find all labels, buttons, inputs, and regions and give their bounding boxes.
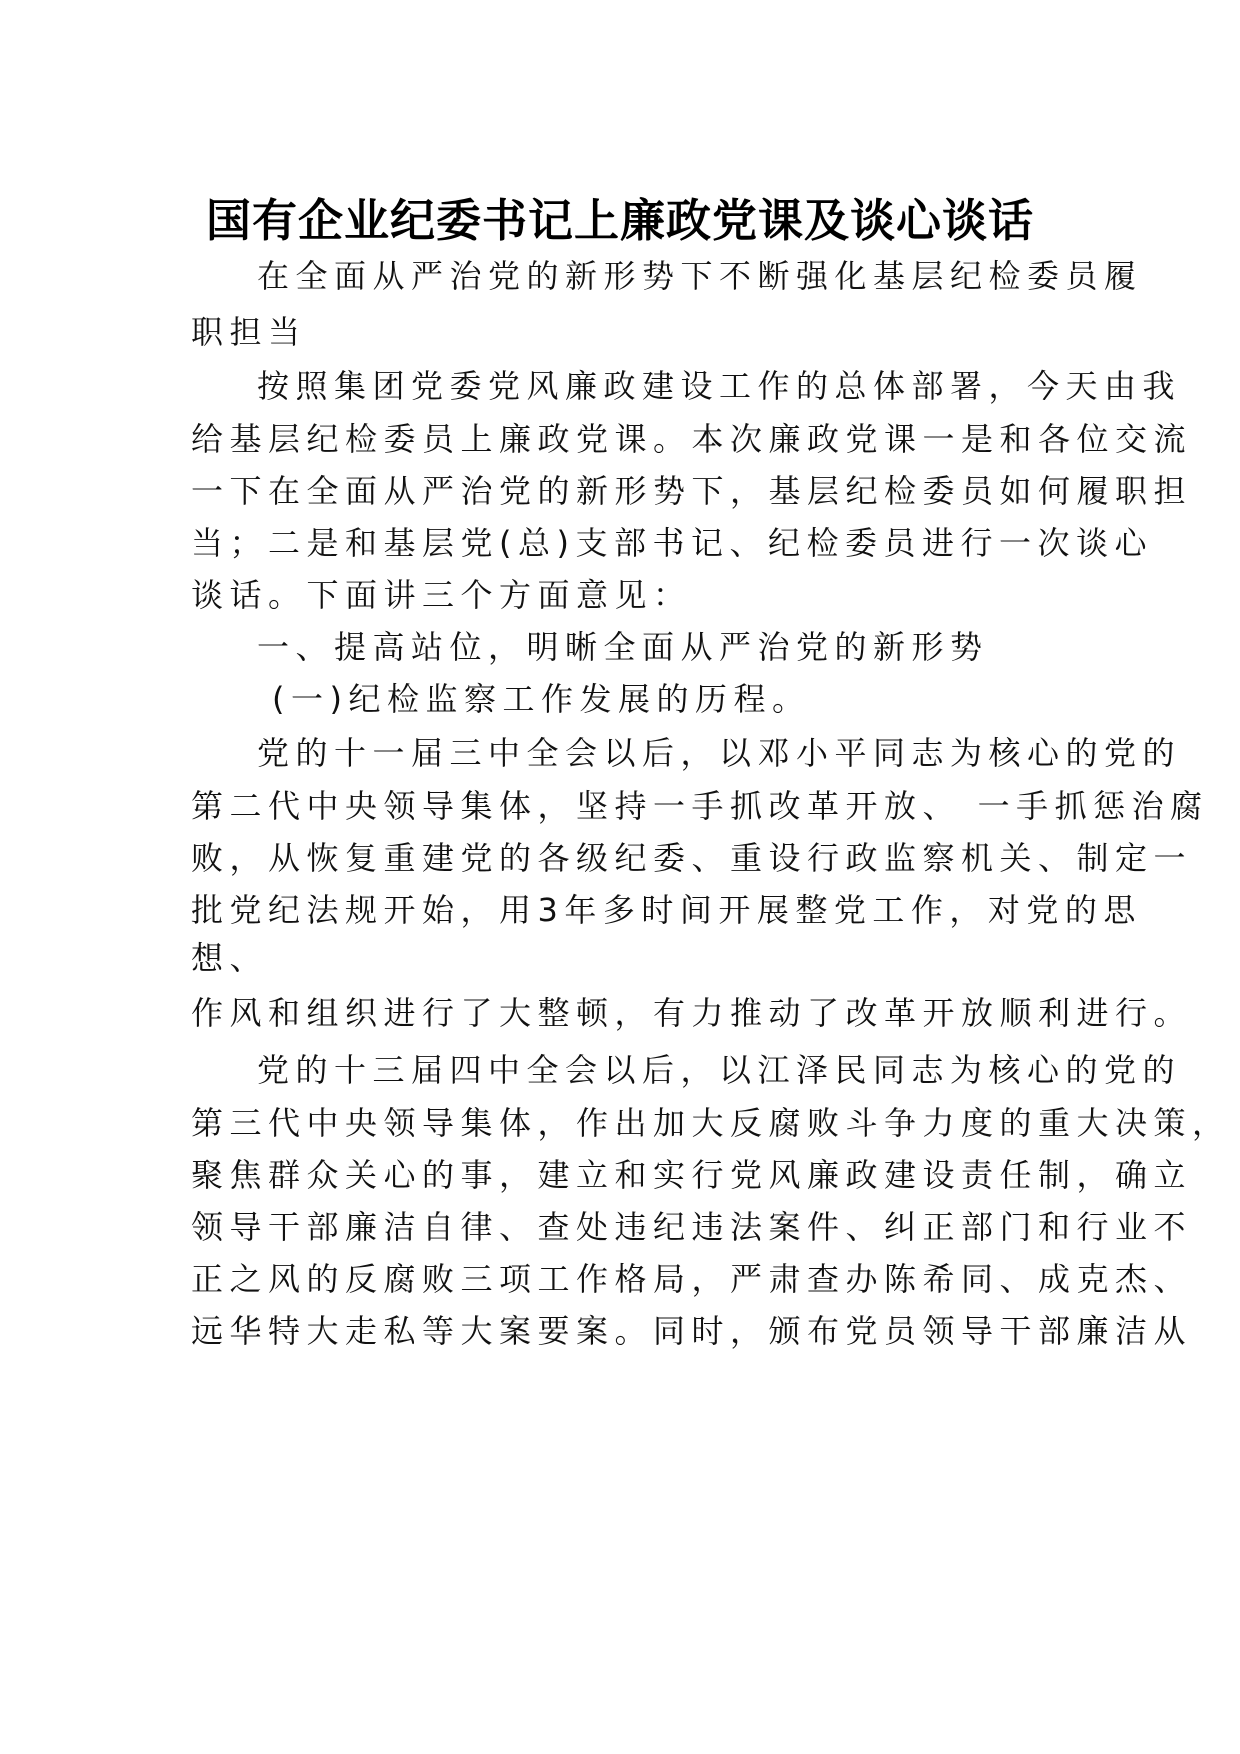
paragraph-line: 谈话。下面讲三个方面意见： (191, 576, 692, 614)
paragraph-line: 一下在全面从严治党的新形势下，基层纪检委员如何履职担 (191, 472, 1193, 510)
subsection-heading: (一)纪检监察工作发展的历程。 (272, 680, 811, 718)
paragraph-line: 党的十一届三中全会以后，以邓小平同志为核心的党的 (257, 734, 1182, 772)
section-heading: 一、提高站位，明晰全面从严治党的新形势 (257, 628, 989, 666)
paragraph-line: 远华特大走私等大案要案。同时，颁布党员领导干部廉洁从 (191, 1312, 1193, 1350)
paragraph-line: 党的十三届四中全会以后，以江泽民同志为核心的党的 (257, 1051, 1182, 1089)
paragraph-line: 按照集团党委党风廉政建设工作的总体部署，今天由我 (257, 367, 1182, 405)
subtitle-line-1: 在全面从严治党的新形势下不断强化基层纪检委员履 (257, 257, 1143, 295)
document-title: 国有企业纪委书记上廉政党课及谈心谈话 (205, 194, 1034, 247)
paragraph-line: 给基层纪检委员上廉政党课。本次廉政党课一是和各位交流 (191, 420, 1193, 458)
paragraph-line: 想、 (191, 939, 269, 977)
paragraph-line: 正之风的反腐败三项工作格局，严肃查办陈希同、成克杰、 (191, 1260, 1193, 1298)
paragraph-line: 作风和组织进行了大整顿，有力推动了改革开放顺利进行。 (191, 994, 1193, 1032)
paragraph-line: 批党纪法规开始，用3年多时间开展整党工作，对党的思 (191, 891, 1142, 929)
paragraph-line: 第三代中央领导集体，作出加大反腐败斗争力度的重大决策， (191, 1104, 1231, 1142)
paragraph-line: 领导干部廉洁自律、查处违纪违法案件、纠正部门和行业不 (191, 1208, 1193, 1246)
subtitle-line-2: 职担当 (191, 313, 307, 351)
paragraph-line: 当；二是和基层党(总)支部书记、纪检委员进行一次谈心 (191, 524, 1153, 562)
paragraph-line: 聚焦群众关心的事，建立和实行党风廉政建设责任制，确立 (191, 1156, 1193, 1194)
paragraph-line: 第二代中央领导集体，坚持一手抓改革开放、 一手抓惩治腐 (191, 787, 1209, 825)
paragraph-line: 败，从恢复重建党的各级纪委、重设行政监察机关、制定一 (191, 839, 1193, 877)
